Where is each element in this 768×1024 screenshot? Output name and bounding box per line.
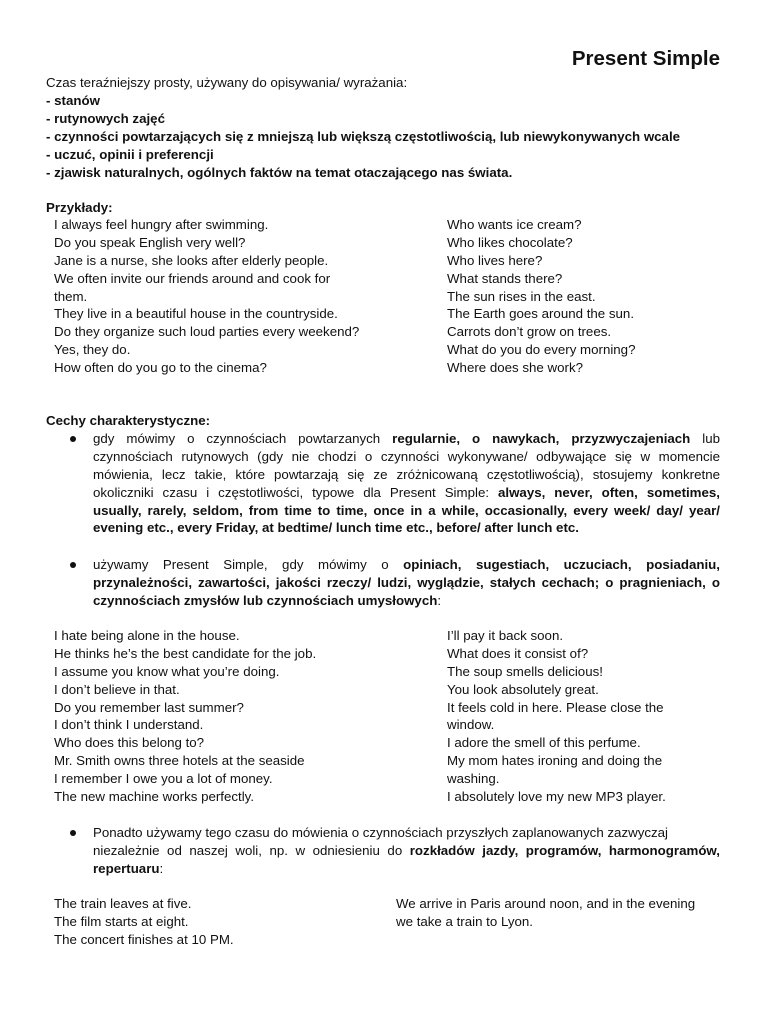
example-line: My mom hates ironing and doing the [447,753,663,769]
example-line: window. [447,717,495,733]
intro-item-facts: - zjawisk naturalnych, ogólnych faktów na temat otaczającego nas świata. [46,164,513,180]
bullet-line: czynnościach rutynowych (gdy nie chodzi o czynności wykonywane/ odbywające się w momencie [93,448,720,464]
intro-section [46,74,736,181]
example-line: Jane is a nurse, she looks after elderly people. [54,252,329,268]
examples-right-column [447,216,635,377]
intro-item-routine: - rutynowych zajęć [46,110,165,126]
example-line: Who lives here? [447,252,543,268]
examples2-right-column [447,627,666,806]
bullet-line: gdy mówimy o czynnościach powtarzanych regularnie, o nawykach, przyzwyczajeniach lub [93,431,720,446]
example-line: We often invite our friends around and cook for [54,270,331,286]
examples3-left-column [54,895,234,949]
bullet-dot [70,562,76,568]
example-line: I remember I owe you a lot of money. [54,771,273,787]
example-line: We arrive in Paris around noon, and in the evening [396,896,696,911]
feature-bullet-regular [93,430,720,537]
example-line: Who wants ice cream? [447,217,582,232]
example-line: They live in a beautiful house in the countryside. [54,306,338,322]
bullet-line: przynależności, zawartości, jakości rzeczy/ ludzi, wyglądzie, stałych cechach; o pragnieniach, o [93,574,720,590]
example-line: I hate being alone in the house. [54,628,240,643]
example-line: The film starts at eight. [54,913,189,929]
feature-bullet-opinions [93,556,720,610]
bullet-line: niezależnie od naszej woli, np. w odniesieniu do rozkładów jazdy, programów, harmonogramów, [93,842,720,858]
examples3-right-column [396,895,695,931]
examples2-left-column [54,627,316,806]
example-line: I always feel hungry after swimming. [54,217,269,232]
bullet-line: czynnościach zmysłów lub czynnościach umysłowych: [93,592,442,608]
bullet-dot [70,436,76,442]
example-line: I’ll pay it back soon. [447,628,564,643]
bullet-line: Ponadto używamy tego czasu do mówienia o czynnościach przyszłych zaplanowanych zazwyczaj [93,825,668,840]
bullet-line: usually, rarely, seldom, from time to time, once in a while, occasionally, every week/ day/ year/ [93,502,720,518]
example-line: The soup smells delicious! [447,663,603,679]
feature-bullet-schedules [93,824,720,878]
example-line: washing. [447,771,500,787]
example-line: I adore the smell of this perfume. [447,735,641,751]
example-line: Yes, they do. [54,342,131,358]
intro-item-repeated: - czynności powtarzających się z mniejszą lub większą częstotliwością, lub niewykonywanych wcale [46,128,681,144]
example-line: The Earth goes around the sun. [447,306,635,322]
example-line: we take a train to Lyon. [396,913,533,929]
bullet-dot [70,830,76,836]
bullet-line: repertuaru: [93,860,164,876]
example-line: them. [54,288,88,304]
bullet-line: mówienia, lecz takie, które powtarzają się ze zróżnicowaną częstotliwością), stosujemy konkretne [93,466,720,482]
example-line: Who likes chocolate? [447,234,573,250]
examples-left-column [54,216,359,377]
intro-item-states: - stanów [46,92,100,108]
example-line: He thinks he’s the best candidate for the job. [54,645,317,661]
example-line: I assume you know what you’re doing. [54,663,280,679]
features-heading: Cechy charakterystyczne: [46,413,211,428]
example-line: The concert finishes at 10 PM. [54,931,234,947]
example-line: It feels cold in here. Please close the [447,699,664,715]
example-line: I don’t think I understand. [54,717,204,733]
example-line: Mr. Smith owns three hotels at the seaside [54,753,305,769]
example-line: The sun rises in the east. [447,288,596,304]
example-line: Who does this belong to? [54,735,205,751]
example-line: The new machine works perfectly. [54,789,255,805]
example-line: What stands there? [447,270,563,286]
example-line: Do you remember last summer? [54,699,244,715]
example-line: Do you speak English very well? [54,234,246,250]
bullet-line: evening etc., every Friday, at bedtime/ lunch time etc., before/ after lunch etc. [93,520,579,536]
intro-item-feelings: - uczuć, opinii i preferencji [46,146,214,162]
bullet-line: okoliczniki czasu i częstotliwości, typowe dla Present Simple: always, never, often, sometimes, [93,484,720,500]
example-line: I don’t believe in that. [54,681,180,697]
example-line: How often do you go to the cinema? [54,360,267,376]
page-title: Present Simple [571,47,720,70]
examples-heading: Przykłady: [46,200,113,215]
example-line: Where does she work? [447,360,583,376]
example-line: What does it consist of? [447,645,589,661]
example-line: What do you do every morning? [447,342,636,358]
example-line: Carrots don’t grow on trees. [447,324,612,340]
example-line: You look absolutely great. [447,681,599,697]
example-line: The train leaves at five. [54,896,192,911]
example-line: Do they organize such loud parties every weekend? [54,324,360,340]
example-line: I absolutely love my new MP3 player. [447,789,666,805]
intro-lead: Czas teraźniejszy prosty, używany do opisywania/ wyrażania: [46,75,408,90]
bullet-line: używamy Present Simple, gdy mówimy o opiniach, sugestiach, uczuciach, posiadaniu, [93,557,720,572]
